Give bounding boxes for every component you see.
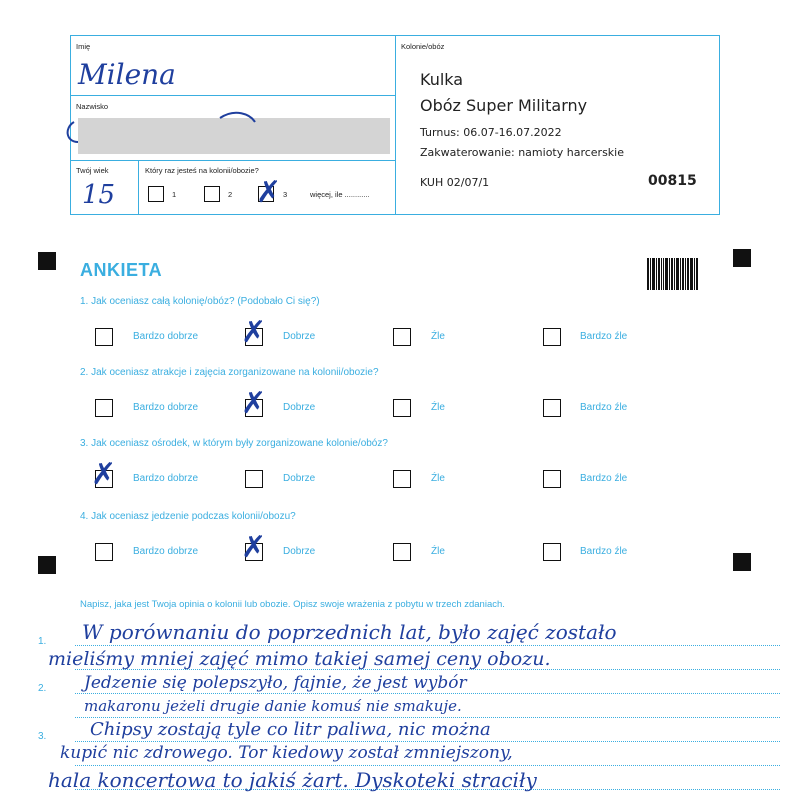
opinion-prompt: Napisz, jaka jest Twoja opinia o kolonii lub obozie. Opisz swoje wrażenia z pobytu w trzech zdaniach. <box>80 599 505 610</box>
question-2-option-3-label: Źle <box>431 402 445 413</box>
kolonia-name: Kulka <box>420 70 464 89</box>
imie-value: Milena <box>78 58 176 91</box>
ktory-raz-option-3: 3 <box>283 190 288 199</box>
line-number-3: 3. <box>38 731 47 742</box>
nazwisko-label: Nazwisko <box>76 102 109 111</box>
answer-line-7: hala koncertowa to jakiś żart. Dyskoteki straciły <box>48 768 537 792</box>
registration-marker-top-right <box>733 249 751 267</box>
question-2-option-1-label: Bardzo dobrze <box>133 402 199 413</box>
ktory-raz-checkbox-2[interactable] <box>204 186 220 202</box>
ktory-raz-label: Który raz jesteś na kolonii/obozie? <box>145 166 259 175</box>
question-1-check-mark: ✗ <box>241 315 267 350</box>
question-2-checkbox-1[interactable] <box>95 399 113 417</box>
form-number: 00815 <box>648 173 697 189</box>
question-4-text: 4. Jak oceniasz jedzenie podczas kolonii/obozu? <box>80 511 296 522</box>
registration-marker-top-left <box>38 252 56 270</box>
ktory-raz-checkbox-1[interactable] <box>148 186 164 202</box>
question-1-text: 1. Jak oceniasz całą kolonię/obóz? (Podobało Ci się?) <box>80 296 320 307</box>
answer-line-1: W porównaniu do poprzednich lat, było zajęć zostało <box>82 620 617 644</box>
answer-line-5: Chipsy zostają tyle co litr paliwa, nic można <box>90 719 491 740</box>
ktory-raz-option-2: 2 <box>228 190 233 199</box>
question-3-text: 3. Jak oceniasz ośrodek, w którym były zorganizowane kolonie/obóz? <box>80 438 388 449</box>
question-4-option-3-label: Źle <box>431 546 445 557</box>
kolonia-code: KUH 02/07/1 <box>420 176 490 189</box>
answer-line-2: mieliśmy mniej zajęć mimo takiej samej ceny obozu. <box>48 648 551 670</box>
question-2-checkbox-4[interactable] <box>543 399 561 417</box>
barcode-icon <box>647 258 702 290</box>
question-3-option-3-label: Źle <box>431 473 445 484</box>
answer-line-3: Jedzenie się polepszyło, fajnie, że jest wybór <box>84 673 467 693</box>
question-3-checkbox-4[interactable] <box>543 470 561 488</box>
registration-marker-bottom-left <box>38 556 56 574</box>
question-1-option-4-label: Bardzo źle <box>580 331 628 342</box>
ktory-raz-option-1: 1 <box>172 190 177 199</box>
question-3-option-2-label: Dobrze <box>283 473 316 484</box>
answer-guide-line <box>75 717 780 718</box>
question-2-text: 2. Jak oceniasz atrakcje i zajęcia zorganizowane na kolonii/obozie? <box>80 367 379 378</box>
answer-guide-line <box>75 765 780 766</box>
question-2-checkbox-3[interactable] <box>393 399 411 417</box>
answer-guide-line <box>75 693 780 694</box>
answer-line-4: makaronu jeżeli drugie danie komuś nie smakuje. <box>84 697 462 715</box>
question-3-option-1-label: Bardzo dobrze <box>133 473 199 484</box>
survey-title: ANKIETA <box>80 260 163 280</box>
question-1-option-1-label: Bardzo dobrze <box>133 331 199 342</box>
wiek-value: 15 <box>82 180 116 210</box>
question-1-option-3-label: Źle <box>431 331 445 342</box>
question-3-checkbox-2[interactable] <box>245 470 263 488</box>
zakwaterowanie: Zakwaterowanie: namioty harcerskie <box>420 146 624 159</box>
question-1-option-2-label: Dobrze <box>283 331 316 342</box>
line-number-1: 1. <box>38 636 47 647</box>
answer-guide-line <box>75 645 780 646</box>
question-4-check-mark: ✗ <box>241 530 267 565</box>
answer-line-6: kupić nic zdrowego. Tor kiedowy został zmniejszony, <box>60 743 513 763</box>
question-2-check-mark: ✗ <box>241 386 267 421</box>
wiecej-label: więcej, ile ............ <box>310 190 370 199</box>
question-3-check-mark: ✗ <box>91 457 117 492</box>
question-2-option-4-label: Bardzo źle <box>580 402 628 413</box>
imie-label: Imię <box>76 42 91 51</box>
question-4-option-4-label: Bardzo źle <box>580 546 628 557</box>
question-3-checkbox-3[interactable] <box>393 470 411 488</box>
surname-scribble-icon <box>60 108 260 148</box>
question-4-option-1-label: Bardzo dobrze <box>133 546 199 557</box>
question-1-checkbox-3[interactable] <box>393 328 411 346</box>
question-4-checkbox-4[interactable] <box>543 543 561 561</box>
question-1-checkbox-1[interactable] <box>95 328 113 346</box>
turnus: Turnus: 06.07-16.07.2022 <box>420 126 562 139</box>
question-4-checkbox-1[interactable] <box>95 543 113 561</box>
registration-marker-bottom-right <box>733 553 751 571</box>
ktory-raz-check-mark: ✗ <box>256 175 282 210</box>
question-1-checkbox-4[interactable] <box>543 328 561 346</box>
kolonia-label: Kolonie/obóz <box>401 42 445 51</box>
line-number-2: 2. <box>38 683 47 694</box>
question-4-option-2-label: Dobrze <box>283 546 316 557</box>
question-2-option-2-label: Dobrze <box>283 402 316 413</box>
question-3-option-4-label: Bardzo źle <box>580 473 628 484</box>
question-4-checkbox-3[interactable] <box>393 543 411 561</box>
wiek-label: Twój wiek <box>76 166 109 175</box>
oboz-name: Obóz Super Militarny <box>420 96 588 115</box>
answer-guide-line <box>75 741 780 742</box>
